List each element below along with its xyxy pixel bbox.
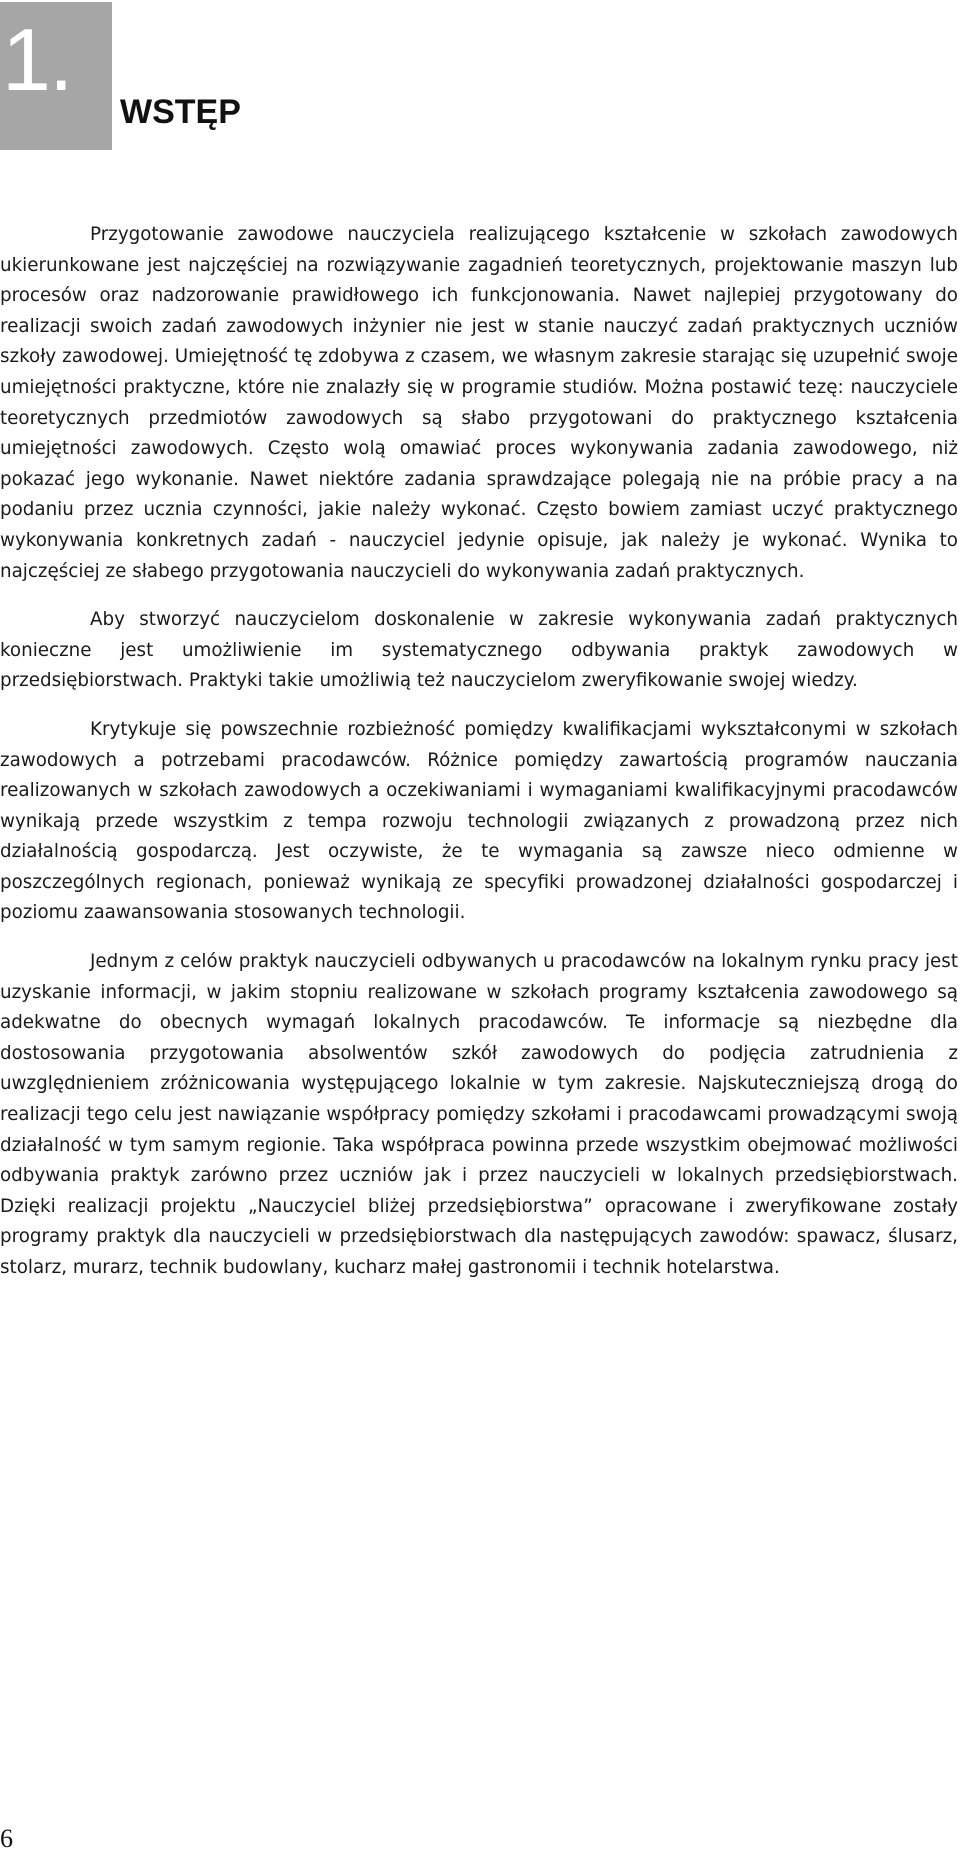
chapter-number: 1. [2,10,72,109]
paragraph-4: Jednym z celów praktyk nauczycieli odbywanych u pracodawców na lokalnym rynku pracy jest uzyskanie informacji, w jakim stopniu realizowane w szkołach programy kształcenia zawodowego są adekwatne do obecnych wymagań lokalnych pracodawców. Te informacje są niezbędne dla dostosowania przygotowania absolwentów szkół zawodowych do podjęcia zatrudnienia z uwzględnieniem zróżnicowania występującego lokalnie w tym zakresie. Najskuteczniejszą drogą do realizacji tego celu jest nawiązanie współpracy pomiędzy szkołami i pracodawcami prowadzącymi swoją działalność w tym samym regionie. Taka współpraca powinna przede wszystkim obejmować możliwości odbywania praktyk zarówno przez uczniów jak i przez nauczycieli w lokalnych przedsiębiorstwach. Dzięki realizacji projektu „Nauczyciel bliżej przedsiębiorstwa” opracowane i zweryfikowane zostały programy praktyk dla nauczycieli w przedsiębiorstwach dla następujących zawodów: spawacz, ślusarz, stolarz, murarz, technik budowlany, kucharz małej gastronomii i technik hotelarstwa. [0,951,958,1278]
chapter-number-box [0,2,112,150]
body-text [0,220,958,1302]
chapter-title: WSTĘP [120,93,241,131]
paragraph-1: Przygotowanie zawodowe nauczyciela realizującego kształcenie w szkołach zawodowych ukierunkowane jest najczęściej na rozwiązywanie zagadnień teoretycznych, projektowanie maszyn lub procesów oraz nadzorowanie prawidłowego ich funkcjonowania. Nawet najlepiej przygotowany do realizacji swoich zadań zawodowych inżynier nie jest w stanie nauczyć zadań praktycznych uczniów szkoły zawodowej. Umiejętność tę zdobywa z czasem, we własnym zakresie starając się uzupełnić swoje umiejętności praktyczne, które nie znalazły się w programie studiów. Można postawić tezę: nauczyciele teoretycznych przedmiotów zawodowych są słabo przygotowani do praktycznego kształcenia umiejętności zawodowych. Często wolą omawiać proces wykonywania zadania zawodowego, niż pokazać jego wykonanie. Nawet niektóre zadania sprawdzające polegają nie na próbie pracy a na podaniu przez ucznia czynności, jakie należy wykonać. Często bowiem zamiast uczyć praktycznego wykonywania konkretnych zadań - nauczyciel jedynie opisuje, jak należy je wykonać. Wynika to najczęściej ze słabego przygotowania nauczycieli do wykonywania zadań praktycznych. [0,224,958,582]
paragraph-2: Aby stworzyć nauczycielom doskonalenie w zakresie wykonywania zadań praktycznych konieczne jest umożliwienie im systematycznego odbywania praktyk zawodowych w przedsiębiorstwach. Praktyki takie umożliwią też nauczycielom zweryfikowanie swojej wiedzy. [0,609,958,692]
paragraph-3: Krytykuje się powszechnie rozbieżność pomiędzy kwalifikacjami wykształconymi w szkołach zawodowych a potrzebami pracodawców. Różnice pomiędzy zawartością programów nauczania realizowanych w szkołach zawodowych a oczekiwaniami i wymaganiami kwalifikacyjnymi pracodawców wynikają przede wszystkim z tempa rozwoju technologii związanych z prowadzoną przez nich działalnością gospodarczą. Jest oczywiste, że te wymagania są zawsze nieco odmienne w poszczególnych regionach, ponieważ wynikają ze specyfiki prowadzonej działalności gospodarczej i poziomu zaawansowania stosowanych technologii. [0,718,958,924]
page-number: 6 [0,1824,13,1853]
